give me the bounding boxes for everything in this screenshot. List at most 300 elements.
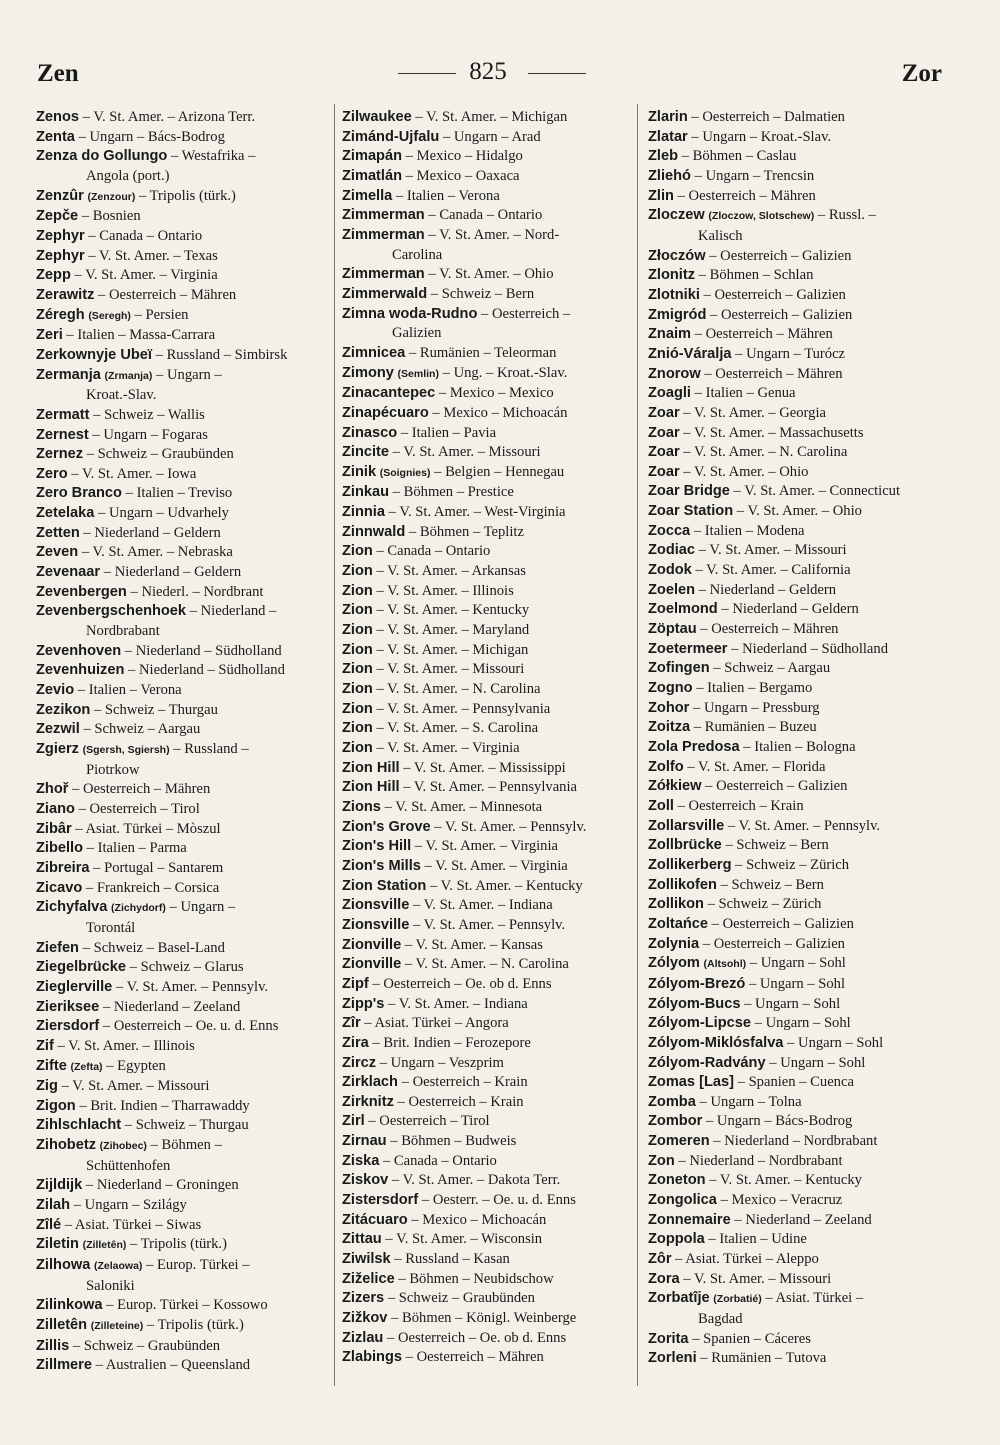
entry-headword: Zoitza (648, 719, 691, 736)
entry-location: – Ungarn – Bács-Bodrog (702, 1113, 853, 1130)
entry-headword: Ziwilsk (342, 1251, 391, 1268)
entry-location: – Ungarn – Trencsin (690, 167, 815, 184)
gazetteer-entry (36, 1057, 331, 1078)
gazetteer-entry (36, 820, 331, 840)
entry-location: – Asiat. Türkei – Mòszul (71, 820, 221, 837)
gazetteer-entry (648, 1171, 953, 1191)
entry-alias: (Zloczow, Slotschew) (708, 210, 815, 223)
entry-continuation: Galizien (392, 325, 442, 342)
entry-headword: Złoczów (648, 247, 706, 264)
entry-location: – Canada – Ontario (379, 1152, 497, 1169)
gazetteer-entry (648, 1270, 953, 1290)
entry-location: – Oesterreich – Mähren (94, 286, 237, 303)
entry-location: – Oesterreich – Mähren (690, 326, 833, 343)
entry-headword: Zhoř (36, 781, 69, 798)
entry-headword: Zollikofen (648, 876, 717, 893)
gazetteer-entry (342, 975, 632, 995)
entry-location: – V. St. Amer. – N. Carolina (372, 681, 541, 698)
gazetteer-entry (648, 935, 953, 955)
entry-location: – Oesterreich – Mähren (402, 1349, 544, 1366)
entry-headword: Zlarin (648, 109, 688, 125)
entry-headword: Zigon (36, 1097, 76, 1114)
gazetteer-entry (648, 1034, 953, 1054)
entry-location: – V. St. Amer. – Connecticut (729, 483, 901, 500)
entry-location: – Niederland – Geldern (695, 581, 837, 598)
gazetteer-entry (36, 1337, 331, 1357)
entry-headword: Zinkau (342, 484, 390, 501)
entry-headword: Zevenbergschenhoek (36, 603, 187, 620)
gazetteer-entry (342, 955, 632, 975)
gazetteer-entry (648, 443, 953, 463)
entry-headword: Zimmerman (342, 207, 425, 224)
gazetteer-entry (342, 206, 632, 226)
entry-headword: Zola Predosa (648, 739, 740, 755)
entry-location: – Belgien – Hennegau (430, 463, 565, 480)
gazetteer-entry (342, 424, 632, 444)
entry-headword: Ziskov (342, 1172, 389, 1189)
gazetteer-entry (36, 1037, 331, 1057)
entry-continuation: Nordbrabant (86, 623, 160, 640)
entry-location: – Oesterreich – (477, 305, 571, 322)
entry-continuation: Bagdad (698, 1311, 743, 1328)
entry-location: – Ungarn – Pressburg (689, 699, 820, 716)
entry-headword: Zoelen (648, 581, 696, 598)
gazetteer-entry (342, 285, 632, 305)
entry-location: – Persien (130, 306, 189, 323)
gazetteer-column-3 (648, 108, 953, 1369)
entry-location: – Oesterreich – Galizien (705, 247, 852, 264)
entry-headword: Zólyom-Miklósfalva (648, 1034, 784, 1051)
entry-location: – Böhmen – Budweis (386, 1133, 517, 1150)
gazetteer-entry (36, 445, 331, 465)
entry-location: – Schweiz – Glarus (126, 959, 244, 976)
entry-location: – Niederland – Geldern (100, 564, 242, 581)
entry-location: – Ungarn – Sohl (746, 955, 846, 972)
gazetteer-entry (36, 346, 331, 366)
gazetteer-entry (648, 620, 953, 640)
gazetteer-entry (342, 778, 632, 798)
entry-headword: Zibâr (36, 820, 72, 837)
entry-location: – V. St. Amer. – Missouri (372, 661, 525, 678)
entry-headword: Zion Hill (342, 779, 400, 796)
gazetteer-entry (648, 777, 953, 797)
entry-location: – V. St. Amer. – Wisconsin (381, 1231, 543, 1248)
entry-location: – V. St. Amer. – Pennsylvania (399, 779, 577, 796)
gazetteer-entry (648, 463, 953, 483)
entry-location: – V. St. Amer. – Kentucky (705, 1172, 862, 1189)
entry-location: – Italien – Massa-Carrara (62, 327, 216, 344)
entry-headword: Zombor (648, 1113, 703, 1130)
entry-location: – Italien – Pavia (397, 424, 497, 441)
entry-location: – Oesterreich – Galizien (708, 915, 854, 932)
gazetteer-entry (648, 266, 953, 286)
entry-location: – V. St. Amer. – Ohio (733, 503, 862, 520)
gazetteer-entry (648, 1330, 953, 1350)
header-rule-right (528, 73, 586, 74)
entry-headword: Zenzûr (36, 187, 84, 204)
entry-headword: Zevenhoven (36, 642, 122, 659)
entry-headword: Zeri (36, 327, 63, 344)
entry-headword: Zliehó (648, 167, 691, 184)
entry-location: – Niederland – (186, 603, 277, 620)
entry-headword: Ziska (342, 1152, 380, 1169)
entry-location: – V. St. Amer. – N. Carolina (679, 444, 848, 461)
entry-headword: Zionville (342, 956, 402, 973)
gazetteer-entry (648, 995, 953, 1015)
entry-location: – Schweiz – Wallis (89, 406, 205, 423)
gazetteer-entry (342, 226, 632, 246)
entry-headword: Zenos (36, 109, 79, 125)
entry-headword: Ziefen (36, 939, 79, 956)
gazetteer-entry (342, 1329, 632, 1349)
entry-headword: Zôr (648, 1251, 672, 1268)
entry-location: – V. St. Amer. – California (691, 562, 851, 579)
entry-headword: Zomba (648, 1093, 696, 1110)
entry-location: – V. St. Amer. – Arkansas (372, 563, 526, 580)
entry-headword: Zion's Hill (342, 838, 412, 855)
entry-location: – Mexico – Mexico (435, 385, 554, 402)
gazetteer-entry (36, 1097, 331, 1117)
entry-location: – Tripolis (türk.) (126, 1236, 227, 1253)
gazetteer-entry (36, 720, 331, 740)
entry-location: – V. St. Amer. – Iowa (67, 465, 197, 482)
gazetteer-entry (342, 621, 632, 641)
entry-headword: Zipp's (342, 995, 385, 1012)
entry-location: – Ungarn – Sohl (783, 1034, 884, 1051)
entry-location: – Niederland – Geldern (717, 601, 859, 618)
entry-location: – Ungarn – Sohl (740, 995, 841, 1012)
gazetteer-entry (648, 718, 953, 738)
entry-headword: Zinacantepec (342, 385, 436, 402)
gazetteer-entry (36, 1077, 331, 1097)
entry-location: – Rumänien – Tutova (696, 1350, 827, 1367)
entry-headword: Zichyfalva (36, 899, 108, 916)
entry-location: – V. St. Amer. – West-Virginia (384, 504, 566, 521)
gazetteer-entry (342, 404, 632, 424)
gazetteer-entry (36, 306, 331, 327)
gazetteer-entry (342, 719, 632, 739)
entry-headword: Zoar Bridge (648, 483, 730, 500)
entry-headword: Zollbrücke (648, 837, 722, 854)
entry-location: – V. St. Amer. – Virginia (411, 838, 558, 855)
gazetteer-entry (648, 679, 953, 699)
entry-location: – Böhmen – Prestice (389, 484, 514, 501)
entry-location: – Portugal – Santarem (89, 859, 224, 876)
entry-location: – Niederland – Südholland (124, 662, 285, 679)
entry-headword: Zezikon (36, 701, 91, 718)
entry-location: – Böhmen – Neubidschow (394, 1270, 554, 1287)
entry-headword: Zoar (648, 404, 680, 421)
entry-location: – Oesterreich – Mähren (673, 187, 816, 204)
gazetteer-entry (648, 817, 953, 837)
entry-continuation: Piotrkow (86, 761, 140, 778)
gazetteer-entry (648, 836, 953, 856)
entry-headword: Zepče (36, 208, 79, 225)
entry-location: – Asiat. Türkei – Angora (360, 1015, 509, 1032)
entry-headword: Zlabings (342, 1349, 402, 1366)
gazetteer-entry (342, 582, 632, 602)
entry-headword: Zion (342, 740, 373, 756)
gazetteer-entry (342, 1034, 632, 1054)
gazetteer-entry (648, 856, 953, 876)
entry-location: – Schweiz – Zürich (703, 896, 822, 913)
entry-location: – Ungarn – Sohl (745, 975, 846, 992)
entry-location: – Bosnien (78, 208, 141, 225)
gazetteer-entry (36, 484, 331, 504)
gazetteer-entry (648, 1152, 953, 1172)
entry-location: – Niederland – Nordbrabant (674, 1152, 843, 1169)
entry-headword: Zephyr (36, 247, 85, 264)
entry-location: – Niederland – Zeeland (730, 1211, 872, 1228)
gazetteer-entry (342, 265, 632, 285)
gazetteer-entry (36, 227, 331, 247)
gazetteer-entry (342, 680, 632, 700)
gazetteer-entry (342, 523, 632, 543)
entry-location: – Asiat. Türkei – (761, 1290, 864, 1307)
gazetteer-entry (342, 739, 632, 759)
entry-location: – V. St. Amer. – Texas (84, 247, 218, 264)
entry-headword: Zora (648, 1270, 680, 1287)
entry-location: – Mexico – Michoacán (407, 1211, 547, 1228)
gazetteer-entry (342, 601, 632, 621)
entry-location: – Schweiz – Graubünden (384, 1290, 535, 1307)
entry-headword: Zion (342, 641, 373, 658)
gazetteer-entry (342, 1171, 632, 1191)
entry-headword: Zirklach (342, 1074, 398, 1091)
gazetteer-entry (36, 701, 331, 721)
entry-location: – V. St. Amer. – S. Carolina (372, 720, 539, 737)
gazetteer-entry (36, 583, 331, 603)
entry-headword: Znió-Váralja (648, 345, 732, 362)
gazetteer-entry (648, 738, 953, 758)
entry-headword: Zinasco (342, 424, 398, 441)
entry-location: – Niederland – Südholland (727, 640, 889, 657)
entry-location: – V. St. Amer. – Pennsylv. (112, 978, 269, 995)
entry-headword: Zimnicea (342, 344, 406, 361)
entry-headword: Zion (342, 720, 373, 737)
entry-location: – Italien – Parma (83, 840, 187, 857)
entry-location: – V. St. Amer. – Nebraska (78, 544, 233, 561)
entry-headword: Zibello (36, 840, 84, 857)
gazetteer-entry (648, 975, 953, 995)
entry-location: – Ungarn – Szilágy (70, 1197, 187, 1214)
gazetteer-entry (342, 837, 632, 857)
gazetteer-entry (342, 384, 632, 404)
entry-location: – Ungarn – (152, 366, 222, 383)
gazetteer-entry (648, 659, 953, 679)
entry-location: – Rumänien – Buzeu (690, 719, 817, 736)
entry-location: – Ungarn – Turócz (731, 345, 846, 362)
entry-headword: Zólyom-Bucs (648, 995, 741, 1012)
gazetteer-entry (648, 797, 953, 817)
gazetteer-entry (36, 1235, 331, 1256)
entry-location: – Oesterreich – Mähren (700, 365, 843, 382)
entry-alias: (Soignies) (379, 466, 431, 479)
gazetteer-entry (648, 1054, 953, 1074)
entry-location: – Italien – Bologna (739, 739, 856, 755)
gazetteer-entry (36, 800, 331, 820)
entry-headword: Zira (342, 1034, 369, 1051)
entry-location: – V. St. Amer. – Ohio (424, 266, 554, 283)
entry-location: – Oesterreich – Tirol (74, 800, 200, 817)
gazetteer-entry (648, 286, 953, 306)
entry-headword: Zepp (36, 267, 71, 284)
entry-location: – Europ. Türkei – Kossowo (102, 1297, 268, 1314)
gazetteer-entry (648, 581, 953, 601)
gazetteer-entry (36, 978, 331, 998)
entry-location: – Italien – Verona (392, 187, 500, 204)
entry-location: – V. St. Amer. – Illinois (372, 582, 514, 599)
entry-headword: Zomeren (648, 1133, 710, 1150)
gazetteer-entry (342, 995, 632, 1015)
entry-headword: Zionville (342, 936, 402, 953)
entry-location: – V. St. Amer. – Arizona Terr. (78, 109, 256, 125)
entry-headword: Zolfo (648, 758, 684, 775)
entry-headword: Zirnau (342, 1133, 387, 1150)
entry-location: – Italien – Bergamo (692, 680, 813, 697)
entry-headword: Zohor (648, 699, 690, 716)
entry-location: – Canada – Ontario (84, 227, 203, 244)
entry-headword: Zion (342, 700, 373, 717)
entry-headword: Zoltańce (648, 915, 709, 932)
gazetteer-entry (342, 503, 632, 523)
gazetteer-entry (342, 1132, 632, 1152)
entry-headword: Zernest (36, 426, 89, 443)
entry-headword: Zinnia (342, 504, 385, 521)
gazetteer-entry (36, 406, 331, 426)
entry-location: – Rumänien – Teleorman (405, 344, 557, 361)
entry-continuation: Schüttenhofen (86, 1157, 171, 1174)
entry-headword: Ziželice (342, 1270, 395, 1287)
entry-location: – V. St. Amer. – Missouri (695, 542, 847, 559)
entry-location: – Mexico – Oaxaca (402, 167, 520, 184)
entry-location: – V. St. Amer. – Florida (683, 758, 826, 775)
gazetteer-entry (648, 206, 953, 227)
gazetteer-entry (648, 128, 953, 148)
entry-continuation: Kroat.-Slav. (86, 387, 157, 404)
gazetteer-entry (648, 325, 953, 345)
gazetteer-entry (36, 859, 331, 879)
gazetteer-entry (36, 1216, 331, 1236)
gazetteer-entry (342, 463, 632, 484)
entry-location: – Italien – Modena (690, 522, 805, 539)
entry-headword: Zillmere (36, 1357, 92, 1374)
entry-headword: Zîlé (36, 1216, 62, 1233)
entry-location: – Ung. – Kroat.-Slav. (438, 364, 568, 381)
gazetteer-entry (36, 426, 331, 446)
gazetteer-entry (342, 1211, 632, 1231)
entry-headword: Zoppola (648, 1231, 705, 1248)
entry-location: – V. St. Amer. – Virginia (372, 740, 520, 756)
entry-continuation: Carolina (392, 246, 443, 263)
entry-location: – Niederland – Zeeland (99, 998, 241, 1015)
gazetteer-entry (36, 642, 331, 662)
entry-headword: Zetelaka (36, 505, 95, 522)
gazetteer-entry (648, 1349, 953, 1369)
entry-headword: Zihobetz (36, 1137, 96, 1154)
entry-location: – Oesterreich – Krain (397, 1074, 528, 1091)
gazetteer-entry (36, 1136, 331, 1157)
entry-location: – V. St. Amer. – Kentucky (372, 602, 530, 619)
entry-location: – Böhmen – Königl. Weinberge (387, 1310, 577, 1327)
entry-alias: (Zichydorf) (111, 902, 166, 915)
entry-headword: Zólyom-Radvány (648, 1054, 766, 1071)
entry-headword: Zevenaar (36, 564, 101, 581)
entry-headword: Zirl (342, 1113, 365, 1130)
entry-location: – Oesterreich – Galizien (699, 935, 845, 952)
entry-headword: Znorow (648, 365, 701, 382)
entry-location: – Oesterreich – Mähren (696, 621, 839, 638)
entry-location: – Ungarn – (165, 899, 236, 916)
entry-alias: (Zefta) (70, 1060, 103, 1073)
entry-alias: (Zrmanja) (104, 369, 153, 382)
entry-headword: Zion's Mills (342, 857, 421, 874)
gazetteer-entry (342, 1112, 632, 1132)
entry-headword: Zermatt (36, 406, 90, 423)
entry-location: – Ungarn – Kroat.-Slav. (687, 128, 832, 145)
entry-location: – Italien – Treviso (121, 485, 233, 502)
entry-location: – V. St. Amer. – Pennsylv. (409, 916, 566, 933)
gazetteer-entry (648, 1112, 953, 1132)
entry-location: – Schweiz – Aargau (709, 660, 831, 677)
entry-headword: Zogno (648, 680, 693, 697)
entry-headword: Zion (342, 661, 373, 678)
gazetteer-entry (648, 167, 953, 187)
entry-headword: Zoar (648, 463, 680, 480)
entry-headword: Zimmerwald (342, 285, 428, 302)
gazetteer-entry (36, 504, 331, 524)
entry-headword: Zimatlán (342, 167, 403, 184)
entry-location: – Spanien – Cuenca (733, 1074, 854, 1091)
entry-location: – Frankreich – Corsica (82, 879, 220, 896)
entry-headword: Zoll (648, 797, 674, 814)
entry-location: – V. St. Amer. – Dakota Terr. (388, 1172, 561, 1189)
entry-headword: Zion (342, 582, 373, 599)
entry-headword: Zodok (648, 562, 692, 579)
entry-location: – Italien – Udine (704, 1231, 807, 1248)
entry-headword: Zlatar (648, 128, 688, 145)
entry-location: – Schweiz – Graubünden (83, 446, 234, 463)
entry-location: – V. St. Amer. – Illinois (53, 1037, 195, 1054)
entry-headword: Zerkownyje Ubeï (36, 346, 152, 363)
entry-headword: Zionsville (342, 897, 410, 914)
entry-headword: Zgierz (36, 741, 79, 757)
entry-location: – Ungarn – Fogaras (88, 426, 208, 443)
entry-headword: Zimmerman (342, 266, 425, 283)
gazetteer-entry (342, 1250, 632, 1270)
gazetteer-entry (342, 1289, 632, 1309)
entry-headword: Zon (648, 1152, 675, 1169)
gazetteer-entry (36, 939, 331, 959)
entry-headword: Zólyom (648, 955, 700, 972)
entry-headword: Zion (342, 602, 373, 619)
gazetteer-entry (648, 1132, 953, 1152)
gazetteer-entry (342, 1230, 632, 1250)
entry-location: – Oesterreich – Oe. ob d. Enns (368, 975, 552, 992)
gazetteer-entry (342, 187, 632, 207)
entry-headword: Zerawitz (36, 286, 95, 303)
entry-headword: Zimony (342, 364, 394, 381)
entry-headword: Zleb (648, 148, 678, 165)
gazetteer-entry (648, 1073, 953, 1093)
entry-location: – Oesterreich – Galizien (706, 306, 853, 323)
entry-headword: Zoneton (648, 1172, 706, 1189)
entry-headword: Zmigród (648, 306, 707, 323)
gazetteer-entry (648, 147, 953, 167)
entry-headword: Ziegelbrücke (36, 959, 127, 976)
gazetteer-entry (36, 366, 331, 387)
entry-location: – Westafrika – (167, 148, 256, 165)
